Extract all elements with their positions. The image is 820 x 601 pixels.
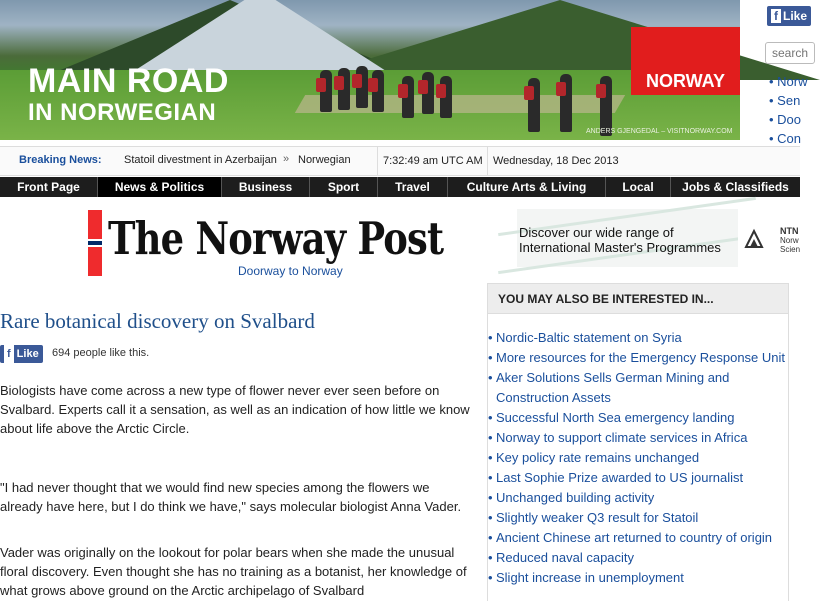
breaking-news-bar (0, 146, 800, 176)
current-time: 7:32:49 am UTC AM (377, 147, 491, 175)
nav-tab-culture[interactable]: Culture Arts & Living (448, 177, 606, 197)
hiker-figure (422, 72, 434, 114)
facebook-like-button[interactable] (767, 6, 811, 26)
like-count: 694 people like this. (52, 347, 150, 359)
facebook-icon: f (771, 9, 781, 23)
related-articles-panel (487, 283, 789, 601)
like-label: Like (783, 9, 808, 23)
nav-tab-jobs[interactable]: Jobs & Classifieds (682, 180, 789, 194)
ad-brand[interactable] (738, 209, 800, 267)
related-header: YOU MAY ALSO BE INTERESTED IN... (488, 284, 788, 314)
article-paragraph: "I had never thought that we would find new species among the flowers we already have here, but I do think we have," says molecular biologist Anna Vader. (0, 480, 462, 514)
hero-title-line2: IN NORWEGIAN (28, 99, 217, 126)
norwegian-flag-icon (88, 210, 102, 276)
related-link[interactable]: • Ancient Chinese art returned to country of origin (488, 528, 786, 548)
related-link[interactable]: • Reduced naval capacity (488, 548, 786, 568)
ad-brand-name: NTN (780, 226, 799, 236)
norway-badge[interactable]: NORWAY (631, 27, 740, 95)
side-link[interactable]: • Norw (769, 72, 808, 91)
site-logo[interactable]: The Norway Post (108, 212, 444, 265)
current-date: Wednesday, 18 Dec 2013 (487, 147, 619, 175)
ad-text (519, 225, 721, 255)
search-input[interactable] (765, 42, 815, 64)
ad-line1: Discover our wide range of (519, 225, 674, 240)
article-paragraph: Biologists have come across a new type of flower never ever seen before on Svalbard. Experts call it a sensation, as well as an indication of how little we know about life above the Arctic Circle. (0, 383, 470, 436)
related-link[interactable]: • Last Sophie Prize awarded to US journalist (488, 468, 786, 488)
side-link[interactable]: • Doo (769, 110, 808, 129)
breaking-news-label: Breaking News: (19, 154, 102, 166)
hiker-figure (356, 66, 368, 108)
ad-line2: International Master's Programmes (519, 240, 721, 255)
related-link[interactable]: • Slightly weaker Q3 result for Statoil (488, 508, 786, 528)
related-link[interactable]: • Norway to support climate services in Africa (488, 428, 786, 448)
side-links-list (769, 72, 808, 148)
related-list (488, 328, 786, 588)
hero-title (28, 64, 229, 128)
photo-credit: ANDERS GJENGEDAL – VISITNORWAY.COM (586, 128, 733, 135)
main-nav (0, 177, 800, 197)
nav-tab-travel[interactable]: Travel (378, 177, 448, 197)
like-label: Like (16, 348, 39, 360)
related-link[interactable]: • Nordic-Baltic statement on Syria (488, 328, 786, 348)
hiker-figure (528, 78, 540, 132)
hiker-figure (402, 76, 414, 118)
side-link[interactable]: • Sen (769, 91, 808, 110)
related-link[interactable]: • Aker Solutions Sells German Mining and Construction Assets (488, 368, 786, 408)
hiker-figure (600, 76, 612, 136)
site-tagline: Doorway to Norway (238, 264, 343, 278)
breaking-news-separator: » (283, 153, 290, 165)
nav-tab-business[interactable]: Business (222, 177, 310, 197)
related-link[interactable]: • Successful North Sea emergency landing (488, 408, 786, 428)
related-link[interactable]: • More resources for the Emergency Response Unit (488, 348, 786, 368)
article-headline: Rare botanical discovery on Svalbard (0, 309, 315, 333)
facebook-icon: f (4, 345, 14, 363)
ad-brand-text (780, 227, 800, 254)
hiker-figure (320, 70, 332, 112)
hiker-figure (440, 76, 452, 118)
ad-brand-sub: Norw (780, 236, 799, 245)
ad-brand-sub: Scien (780, 245, 801, 254)
related-link[interactable]: • Slight increase in unemployment (488, 568, 786, 588)
hiker-figure (560, 74, 572, 132)
breaking-news-item[interactable]: Norwegian (298, 154, 351, 166)
nav-tab-news-politics[interactable]: News & Politics (98, 177, 222, 197)
related-link[interactable]: • Unchanged building activity (488, 488, 786, 508)
hero-title-line1: MAIN ROAD (28, 62, 229, 100)
article-paragraph: Vader was originally on the lookout for polar bears when she made the unusual floral discovery. Even thought she has no training as a botanist, her knowledge of what grows above ground on the Arctic archipelago of Svalbard (0, 545, 467, 598)
hiker-figure (338, 68, 350, 110)
side-link[interactable]: • Con (769, 129, 808, 148)
article-facebook-like-button[interactable] (0, 345, 43, 363)
nav-tab-local[interactable]: Local (606, 177, 671, 197)
ntnu-logo-icon (742, 227, 766, 251)
nav-tab-front-page[interactable]: Front Page (0, 177, 98, 197)
nav-tab-sport[interactable]: Sport (310, 177, 378, 197)
related-link[interactable]: • Key policy rate remains unchanged (488, 448, 786, 468)
breaking-news-item[interactable]: Statoil divestment in Azerbaijan (124, 154, 277, 166)
hiker-figure (372, 70, 384, 112)
